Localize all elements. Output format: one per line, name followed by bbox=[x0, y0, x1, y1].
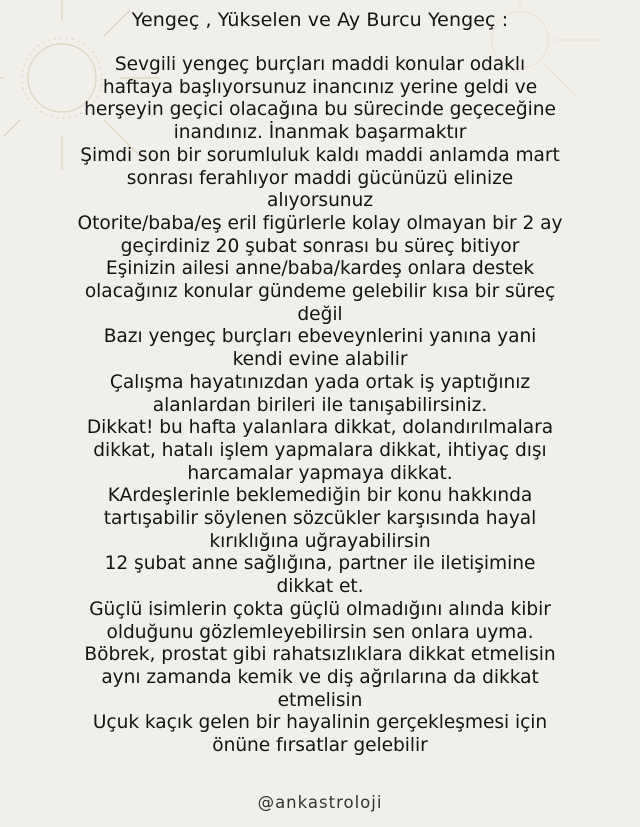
body-line: sonrası ferahlıyor maddi gücünüzü elinize bbox=[126, 167, 514, 189]
post-title: Yengeç , Yükselen ve Ay Burcu Yengeç : bbox=[131, 9, 509, 31]
post-body bbox=[10, 54, 630, 758]
body-line: önüne fırsatlar gelebilir bbox=[212, 735, 428, 757]
body-line: aynı zamanda kemik ve diş ağrılarına da dikkat bbox=[101, 666, 539, 688]
body-line: kırıklığına uğrayabilirsin bbox=[209, 530, 431, 552]
body-line: dikkat, hatalı işlem yapmalara dikkat, ihtiyaç dışı bbox=[93, 439, 547, 461]
body-line: geçirdiniz 20 şubat sonrası bu süreç bitiyor bbox=[120, 235, 520, 257]
body-line: inandınız. İnanmak başarmaktır bbox=[173, 122, 467, 144]
body-line: alanlardan birileri ile tanışabilirsiniz. bbox=[152, 394, 488, 416]
body-line: Dikkat! bu hafta yalanlara dikkat, dolandırılmalara bbox=[86, 417, 554, 439]
body-line: Sevgili yengeç burçları maddi konular odaklı bbox=[114, 54, 526, 75]
body-line: herşeyin geçici olacağına bu sürecinde geçeceğine bbox=[84, 99, 556, 121]
author-handle: @ankastroloji bbox=[257, 793, 383, 812]
body-line: alıyorsunuz bbox=[266, 190, 373, 212]
body-line: tartışabilir söylenen sözcükler karşısında hayal bbox=[103, 508, 537, 530]
body-line: Eşinizin ailesi anne/baba/kardeş onlara destek bbox=[105, 258, 535, 280]
body-line: Çalışma hayatınızdan yada ortak iş yaptığınız bbox=[109, 371, 531, 393]
body-line: 12 şubat anne sağlığına, partner ile iletişimine bbox=[104, 553, 536, 575]
body-line: etmelisin bbox=[277, 689, 363, 711]
body-line: kendi evine alabilir bbox=[232, 349, 408, 371]
body-line: haftaya başlıyorsunuz inancınız yerine geldi ve bbox=[102, 76, 538, 98]
body-line: Otorite/baba/eş eril figürlerle kolay olmayan bir 2 ay bbox=[77, 212, 563, 234]
body-line: harcamalar yapmaya dikkat. bbox=[187, 462, 453, 484]
body-line: dikkat et. bbox=[276, 576, 364, 598]
body-line: Bazı yengeç burçları ebeveynlerini yanına yani bbox=[103, 326, 537, 348]
body-line: Güçlü isimlerin çokta güçlü olmadığını alında kibir bbox=[89, 598, 551, 620]
body-line: olduğunu gözlemleyebilirsin sen onlara uyma. bbox=[106, 621, 534, 643]
body-line: KArdeşlerinle beklemediğin bir konu hakkında bbox=[107, 485, 533, 507]
body-line: Uçuk kaçık gelen bir hayalinin gerçekleşmesi için bbox=[92, 712, 548, 734]
body-line: olacağınız konular gündeme gelebilir kısa bir süreç bbox=[84, 281, 556, 303]
body-line: değil bbox=[297, 303, 343, 325]
body-line: Şimdi son bir sorumluluk kaldı maddi anlamda mart bbox=[80, 144, 560, 166]
body-line: Böbrek, prostat gibi rahatsızlıklara dikkat etmelisin bbox=[84, 644, 556, 666]
post-content bbox=[10, 8, 630, 758]
